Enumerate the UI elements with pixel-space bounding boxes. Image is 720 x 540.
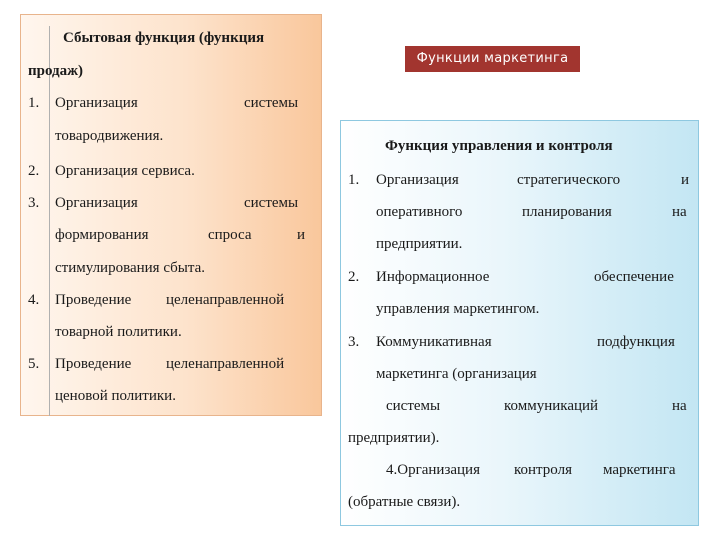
right-item-3-line3c: на [672, 398, 687, 414]
right-item-3-line3b: коммуникаций [504, 398, 599, 414]
right-item-1-word2: стратегического [517, 172, 621, 188]
left-item-1-number: 1. [28, 95, 40, 111]
right-item-3-line3a: системы [386, 398, 441, 414]
right-item-1-word3: и [681, 172, 690, 188]
left-item-3-line2c: и [297, 227, 306, 243]
right-item-4-line2: (обратные связи). [348, 494, 461, 510]
left-item-1-word2: системы [244, 95, 299, 111]
marketing-functions-tag: Функции маркетинга [405, 46, 580, 72]
right-item-1-line2c: на [672, 204, 687, 220]
right-item-3-line2: маркетинга (организация [376, 366, 537, 382]
right-item-3-number: 3. [348, 334, 360, 350]
left-item-1-word1: Организация [55, 95, 138, 111]
right-item-4-word2: контроля [514, 462, 572, 478]
right-item-3-word1: Коммуникативная [376, 334, 492, 350]
right-item-2-line2: управления маркетингом. [376, 301, 540, 317]
left-item-2-text: Организация сервиса. [55, 163, 195, 179]
right-item-2-number: 2. [348, 269, 360, 285]
right-item-1-word1: Организация [376, 172, 459, 188]
left-item-3-word2: системы [244, 195, 299, 211]
sales-function-title-line2: продаж) [28, 63, 84, 79]
right-item-4-word1: 4.Организация [386, 462, 480, 478]
left-item-4-word1: Проведение [55, 292, 132, 308]
left-item-3-line2b: спроса [208, 227, 252, 243]
left-item-5-word2: целенаправленной [166, 356, 285, 372]
right-item-2-word2: обеспечение [594, 269, 674, 285]
right-item-1-line2a: оперативного [376, 204, 463, 220]
left-item-3-number: 3. [28, 195, 40, 211]
right-item-3-word2: подфункция [597, 334, 675, 350]
left-item-5-line2: ценовой политики. [55, 388, 176, 404]
left-item-4-number: 4. [28, 292, 40, 308]
right-item-1-line3: предприятии. [376, 236, 463, 252]
right-item-3-line4: предприятии). [348, 430, 440, 446]
left-item-3-line2a: формирования [55, 227, 149, 243]
left-item-4-word2: целенаправленной [166, 292, 285, 308]
left-item-3-line3: стимулирования сбыта. [55, 260, 206, 276]
right-item-1-number: 1. [348, 172, 360, 188]
left-item-5-word1: Проведение [55, 356, 132, 372]
right-item-4-word3: маркетинга [603, 462, 676, 478]
left-item-3-word1: Организация [55, 195, 138, 211]
left-item-5-number: 5. [28, 356, 40, 372]
left-panel-divider [49, 26, 50, 416]
right-item-1-line2b: планирования [522, 204, 612, 220]
left-item-4-line2: товарной политики. [55, 324, 182, 340]
left-item-1-line2: товародвижения. [55, 128, 164, 144]
left-item-2-number: 2. [28, 163, 40, 179]
right-item-2-word1: Информационное [376, 269, 490, 285]
sales-function-title-line1: Сбытовая функция (функция [63, 30, 265, 46]
management-control-title: Функция управления и контроля [385, 138, 613, 154]
